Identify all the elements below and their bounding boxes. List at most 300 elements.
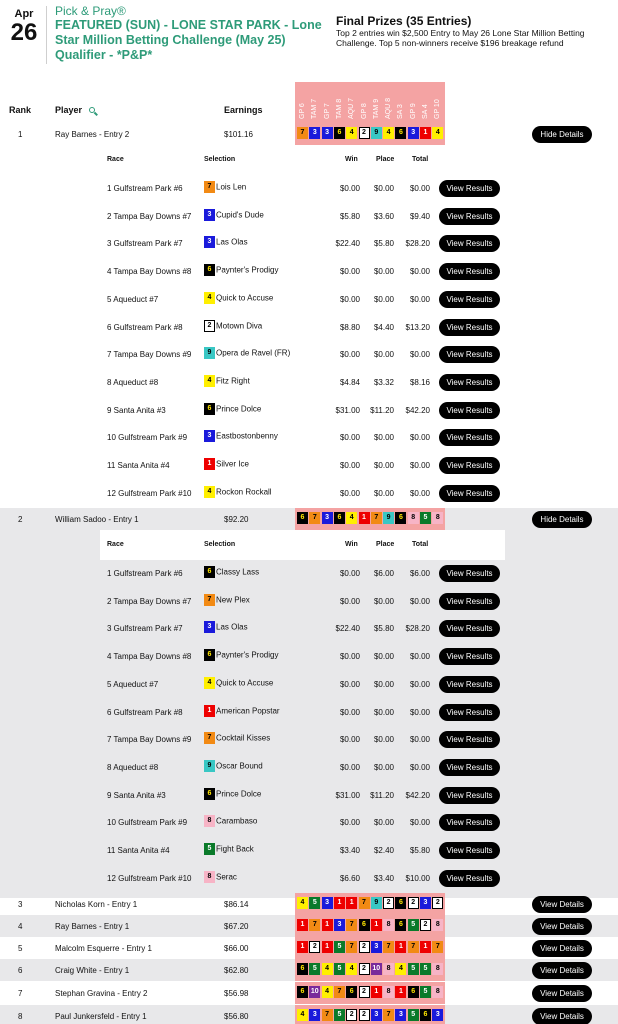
pick-cell: 9 [383, 512, 394, 524]
post-position-badge: 6 [204, 403, 215, 415]
race-column-label: SA 3 [397, 104, 405, 119]
pick-cell: 4 [383, 127, 394, 139]
total-value: $0.00 [409, 596, 430, 606]
horse-name: Lois Len [216, 182, 247, 192]
rank-value: 1 [18, 130, 23, 139]
pick-cell: 4 [322, 986, 333, 998]
view-results-button[interactable]: View Results [439, 565, 500, 582]
view-results-button[interactable]: View Results [439, 814, 500, 831]
win-value: $8.80 [339, 322, 360, 332]
race-name: 11 Santa Anita #4 [107, 461, 170, 470]
post-position-badge: 8 [204, 815, 215, 827]
race-name: 5 Aqueduct #7 [107, 679, 159, 689]
race-detail-row [0, 588, 618, 615]
total-value: $0.00 [409, 679, 430, 689]
selection [204, 209, 264, 221]
selection [204, 403, 261, 415]
contest-title: FEATURED (SUN) - LONE STAR PARK - Lone Star Million Betting Challenge (May 25) Qualifier - *P&P* [55, 18, 322, 62]
rank-value: 3 [18, 900, 23, 909]
view-results-button[interactable]: View Results [439, 731, 500, 748]
view-results-button[interactable]: View Results [439, 180, 500, 197]
view-results-button[interactable]: View Results [439, 263, 500, 280]
picks-strip [295, 937, 445, 959]
horse-name: Rockon Rockall [216, 487, 272, 497]
race-column-label: GP 9 [409, 103, 417, 119]
hide-details-button[interactable]: Hide Details [532, 511, 592, 528]
pick-cell: 5 [408, 963, 419, 975]
horse-name: Eastbostonbenny [216, 431, 278, 441]
view-results-button[interactable]: View Results [439, 429, 500, 446]
race-detail-row [0, 203, 618, 230]
race-column-label: GP 8 [360, 103, 368, 119]
pick-cell: 6 [334, 512, 345, 524]
pick-cell: 1 [346, 897, 357, 909]
earnings-value: $86.14 [224, 900, 249, 909]
total-value: $28.20 [405, 624, 430, 634]
view-results-button[interactable]: View Results [439, 759, 500, 776]
selection [204, 347, 290, 359]
entry-details [0, 530, 618, 898]
race-name: 3 Gulfstream Park #7 [107, 624, 183, 634]
view-results-button[interactable]: View Results [439, 593, 500, 610]
post-position-badge: 3 [204, 236, 215, 248]
view-results-button[interactable]: View Results [439, 457, 500, 474]
total-value: $0.00 [409, 488, 430, 498]
post-position-badge: 6 [204, 649, 215, 661]
pick-cell: 5 [334, 963, 345, 975]
pick-cell: 5 [408, 1009, 419, 1021]
pick-cell: 10 [371, 963, 382, 975]
pick-cell: 7 [309, 512, 320, 524]
details-header [100, 145, 505, 175]
pick-cell: 6 [395, 512, 406, 524]
pick-cell: 1 [334, 897, 345, 909]
pick-cell: 8 [432, 919, 443, 931]
selection [204, 649, 278, 661]
pick-cell: 7 [359, 897, 370, 909]
view-results-button[interactable]: View Results [439, 208, 500, 225]
race-columns-header [295, 82, 445, 122]
player-name: Stephan Gravina - Entry 2 [55, 989, 148, 998]
post-position-badge: 1 [204, 705, 215, 717]
pick-cell: 5 [309, 897, 320, 909]
pick-cell: 2 [432, 897, 443, 909]
race-name: 9 Santa Anita #3 [107, 790, 166, 800]
leaderboard-row [0, 915, 618, 937]
total-value: $42.20 [405, 790, 430, 800]
pick-cell: 6 [297, 986, 308, 998]
place-value: $5.80 [373, 624, 394, 634]
pick-cell: 6 [297, 963, 308, 975]
race-detail-row [0, 424, 618, 451]
picks-strip [295, 982, 445, 1004]
place-value: $0.00 [373, 652, 394, 662]
picks-strip [295, 508, 445, 530]
pick-cell: 7 [297, 127, 308, 139]
details-header-place: Place [376, 156, 395, 163]
total-value: $0.00 [409, 433, 430, 443]
view-results-button[interactable]: View Results [439, 676, 500, 693]
horse-name: Cupid's Dude [216, 210, 264, 220]
pick-cell: 6 [346, 986, 357, 998]
win-value: $22.40 [335, 239, 360, 249]
pick-cell: 1 [359, 512, 370, 524]
race-detail-row [0, 397, 618, 424]
pick-cell: 3 [309, 127, 320, 139]
place-value: $0.00 [373, 762, 394, 772]
selection [204, 677, 273, 689]
total-value: $0.00 [409, 735, 430, 745]
view-details-button[interactable]: View Details [532, 918, 592, 935]
rank-value: 8 [18, 1012, 23, 1021]
race-detail-row [0, 286, 618, 313]
leaderboard-row [0, 1005, 618, 1024]
pick-cell: 8 [408, 512, 419, 524]
place-value: $0.00 [373, 433, 394, 443]
win-value: $31.00 [335, 790, 360, 800]
pick-cell: 6 [408, 986, 419, 998]
horse-name: Classy Lass [216, 567, 260, 577]
win-value: $0.00 [339, 184, 360, 193]
pick-cell: 3 [408, 127, 419, 139]
pick-cell: 6 [420, 1009, 431, 1021]
pick-cell: 8 [432, 512, 443, 524]
total-value: $0.00 [409, 707, 430, 717]
horse-name: Quick to Accuse [216, 678, 274, 688]
pick-cell: 1 [420, 127, 431, 139]
win-value: $0.00 [339, 818, 360, 828]
post-position-badge: 7 [204, 594, 215, 606]
leaderboard-row [0, 893, 618, 915]
race-name: 2 Tampa Bay Downs #7 [107, 211, 192, 221]
selection [204, 375, 250, 387]
entry-details [0, 145, 618, 513]
contest-subtitle: Pick & Pray® [55, 4, 126, 18]
total-value: $42.20 [405, 405, 430, 415]
pick-cell: 2 [346, 1009, 357, 1021]
race-column-label: TAM 7 [311, 98, 319, 119]
pick-cell: 2 [408, 897, 419, 909]
total-value: $6.00 [409, 569, 430, 578]
place-value: $0.00 [373, 818, 394, 828]
pick-cell: 7 [346, 919, 357, 931]
view-details-button[interactable]: View Details [532, 1008, 592, 1024]
view-results-button[interactable]: View Results [439, 787, 500, 804]
pick-cell: 7 [371, 512, 382, 524]
pick-cell: 4 [322, 963, 333, 975]
win-value: $0.00 [339, 652, 360, 662]
pick-cell: 3 [334, 919, 345, 931]
selection [204, 320, 262, 332]
place-value: $0.00 [373, 350, 394, 360]
pick-cell: 7 [309, 919, 320, 931]
horse-name: American Popstar [216, 706, 280, 715]
race-column-label: TAM 9 [372, 98, 380, 119]
horse-name: Serac [216, 872, 237, 882]
earnings-value: $62.80 [224, 966, 249, 975]
view-results-button[interactable]: View Results [439, 648, 500, 665]
pick-cell: 5 [334, 941, 345, 953]
post-position-badge: 4 [204, 486, 215, 498]
race-name: 10 Gulfstream Park #9 [107, 818, 188, 828]
player-name: Nicholas Korn - Entry 1 [55, 900, 138, 909]
race-detail-row [0, 837, 618, 864]
total-value: $13.20 [405, 322, 430, 332]
picks-strip [295, 1005, 445, 1024]
earnings-value: $66.00 [224, 944, 249, 953]
selection [204, 843, 254, 855]
horse-name: Motown Diva [216, 321, 263, 330]
pick-cell: 4 [297, 1009, 308, 1021]
race-detail-row [0, 671, 618, 698]
picks-strip [295, 123, 445, 145]
place-value: $11.20 [370, 790, 394, 800]
post-position-badge: 9 [204, 760, 215, 772]
post-position-badge: 7 [204, 732, 215, 744]
post-position-badge: 1 [204, 458, 215, 470]
view-results-button[interactable]: View Results [439, 235, 500, 252]
win-value: $4.84 [339, 377, 360, 387]
view-results-button[interactable]: View Results [439, 620, 500, 637]
pick-cell: 2 [359, 986, 370, 998]
win-value: $0.00 [339, 267, 360, 277]
race-name: 3 Gulfstream Park #7 [107, 239, 183, 249]
view-results-button[interactable]: View Results [439, 402, 500, 419]
pick-cell: 6 [297, 512, 308, 524]
place-value: $0.00 [373, 461, 394, 470]
place-value: $2.40 [373, 846, 394, 855]
post-position-badge: 3 [204, 621, 215, 633]
prizes-title: Final Prizes (35 Entries) [336, 14, 472, 28]
race-detail-row [0, 341, 618, 368]
view-results-button[interactable]: View Results [439, 842, 500, 859]
leaderboard-row [0, 959, 618, 981]
total-value: $8.16 [409, 377, 430, 387]
win-value: $0.00 [339, 762, 360, 772]
selection [204, 264, 278, 276]
pick-cell: 4 [432, 127, 443, 139]
race-detail-row [0, 480, 618, 507]
view-results-button[interactable]: View Results [439, 374, 500, 391]
pick-cell: 4 [297, 897, 308, 909]
prizes-block [336, 14, 614, 48]
pick-cell: 2 [420, 919, 431, 931]
place-value: $3.60 [373, 211, 394, 221]
race-detail-row [0, 865, 618, 892]
selection [204, 181, 246, 193]
win-value: $0.00 [339, 433, 360, 443]
total-value: $9.40 [409, 211, 430, 221]
win-value: $0.00 [339, 461, 360, 470]
post-position-badge: 2 [204, 320, 215, 332]
player-column-label: Player [55, 105, 83, 115]
place-value: $0.00 [373, 596, 394, 606]
total-value: $0.00 [409, 184, 430, 193]
race-column-label: GP 7 [323, 103, 331, 119]
pick-cell: 10 [309, 986, 320, 998]
rank-value: 7 [18, 989, 23, 998]
pick-cell: 2 [359, 941, 370, 953]
race-column-label: SA 4 [422, 104, 429, 119]
pick-cell: 1 [371, 919, 382, 931]
race-column-label: AQU 7 [348, 97, 356, 119]
horse-name: Las Olas [216, 622, 248, 632]
horse-name: Carambaso [216, 816, 258, 826]
race-detail-row [0, 175, 618, 202]
post-position-badge: 4 [204, 677, 215, 689]
pick-cell: 6 [334, 127, 345, 139]
horse-name: Cocktail Kisses [216, 733, 271, 743]
view-results-button[interactable]: View Results [439, 319, 500, 336]
earnings-column-header: Earnings [224, 105, 263, 115]
pick-cell: 1 [395, 941, 406, 953]
race-name: 4 Tampa Bay Downs #8 [107, 267, 192, 277]
place-value: $0.00 [373, 679, 394, 689]
view-details-button[interactable]: View Details [532, 896, 592, 913]
race-name: 5 Aqueduct #7 [107, 294, 159, 304]
win-value: $0.00 [339, 350, 360, 360]
view-results-button[interactable]: View Results [439, 346, 500, 363]
win-value: $0.00 [339, 735, 360, 745]
pick-cell: 7 [432, 941, 443, 953]
earnings-value: $92.20 [224, 515, 249, 524]
pick-cell: 6 [395, 127, 406, 139]
total-value: $5.80 [409, 846, 430, 855]
pick-cell: 7 [408, 941, 419, 953]
pick-cell: 3 [432, 1009, 443, 1021]
win-value: $5.80 [339, 211, 360, 221]
view-details-button[interactable]: View Details [532, 940, 592, 957]
pick-cell: 8 [383, 963, 394, 975]
view-results-button[interactable]: View Results [439, 870, 500, 887]
details-header-place: Place [376, 541, 395, 548]
rank-value: 2 [18, 515, 23, 524]
horse-name: Paynter's Prodigy [216, 650, 279, 660]
selection [204, 732, 270, 744]
horse-name: Oscar Bound [216, 761, 263, 771]
win-value: $0.00 [339, 596, 360, 606]
view-details-button[interactable]: View Details [532, 985, 592, 1002]
pick-cell: 3 [395, 1009, 406, 1021]
pick-cell: 3 [322, 512, 333, 524]
details-header-win: Win [345, 541, 358, 548]
win-value: $0.00 [339, 569, 360, 578]
post-position-badge: 5 [204, 843, 215, 855]
pick-cell: 3 [322, 897, 333, 909]
details-header-total: Total [412, 156, 429, 163]
pick-cell: 7 [383, 1009, 394, 1021]
contest-title-block [55, 5, 325, 63]
rank-value: 6 [18, 966, 23, 975]
win-value: $31.00 [335, 405, 360, 415]
win-value: $3.40 [339, 846, 360, 855]
race-detail-row [0, 615, 618, 642]
pick-cell: 5 [420, 986, 431, 998]
race-name: 4 Tampa Bay Downs #8 [107, 652, 192, 662]
pick-cell: 9 [371, 897, 382, 909]
place-value: $0.00 [373, 735, 394, 745]
pick-cell: 7 [346, 941, 357, 953]
view-results-button[interactable]: View Results [439, 485, 500, 502]
pick-cell: 1 [322, 919, 333, 931]
player-name: Ray Barnes - Entry 2 [55, 130, 130, 139]
post-position-badge: 3 [204, 430, 215, 442]
pick-cell: 1 [395, 986, 406, 998]
total-value: $0.00 [409, 652, 430, 662]
win-value: $0.00 [339, 679, 360, 689]
post-position-badge: 8 [204, 871, 215, 883]
horse-name: Prince Dolce [216, 404, 262, 414]
pick-cell: 8 [432, 963, 443, 975]
earnings-value: $67.20 [224, 922, 249, 931]
post-position-badge: 4 [204, 292, 215, 304]
details-header-selection: Selection [204, 156, 236, 163]
total-value: $0.00 [409, 267, 430, 277]
race-name: 8 Aqueduct #8 [107, 762, 159, 772]
hide-details-button[interactable]: Hide Details [532, 126, 592, 143]
win-value: $0.00 [339, 294, 360, 304]
pick-cell: 5 [420, 512, 431, 524]
leaderboard-row [0, 508, 618, 530]
race-name: 10 Gulfstream Park #9 [107, 433, 188, 443]
pick-cell: 8 [383, 986, 394, 998]
win-value: $6.60 [339, 873, 360, 883]
race-column-label: GP 10 [434, 99, 442, 119]
race-name: 1 Gulfstream Park #6 [107, 184, 183, 193]
selection [204, 486, 272, 498]
post-position-badge: 6 [204, 566, 215, 578]
post-position-badge: 6 [204, 788, 215, 800]
win-value: $22.40 [335, 624, 360, 634]
earnings-value: $56.80 [224, 1012, 249, 1021]
selection [204, 760, 263, 772]
race-name: 6 Gulfstream Park #8 [107, 322, 183, 332]
pick-cell: 2 [359, 963, 370, 975]
race-name: 12 Gulfstream Park #10 [107, 873, 192, 883]
leaderboard-row [0, 937, 618, 959]
player-name: Malcolm Esquerre - Entry 1 [55, 944, 152, 953]
details-header-race: Race [107, 541, 124, 548]
horse-name: New Plex [216, 595, 250, 605]
race-detail-row [0, 809, 618, 836]
race-detail-row [0, 754, 618, 781]
post-position-badge: 6 [204, 264, 215, 276]
search-icon[interactable] [89, 107, 95, 113]
race-name: 7 Tampa Bay Downs #9 [107, 735, 192, 745]
selection [204, 621, 248, 633]
selection [204, 458, 249, 470]
view-results-button[interactable]: View Results [439, 704, 500, 721]
race-detail-row [0, 643, 618, 670]
race-detail-row [0, 726, 618, 753]
horse-name: Quick to Accuse [216, 293, 274, 303]
pick-cell: 5 [408, 919, 419, 931]
view-results-button[interactable]: View Results [439, 291, 500, 308]
pick-cell: 3 [371, 1009, 382, 1021]
pick-cell: 4 [346, 127, 357, 139]
pick-cell: 5 [334, 1009, 345, 1021]
view-details-button[interactable]: View Details [532, 962, 592, 979]
selection [204, 871, 237, 883]
race-name: 7 Tampa Bay Downs #9 [107, 350, 192, 360]
picks-strip [295, 915, 445, 937]
earnings-value: $56.98 [224, 989, 249, 998]
race-detail-row [0, 560, 618, 587]
pick-cell: 4 [346, 963, 357, 975]
total-value: $0.00 [409, 350, 430, 360]
selection [204, 236, 248, 248]
details-header-selection: Selection [204, 541, 236, 548]
